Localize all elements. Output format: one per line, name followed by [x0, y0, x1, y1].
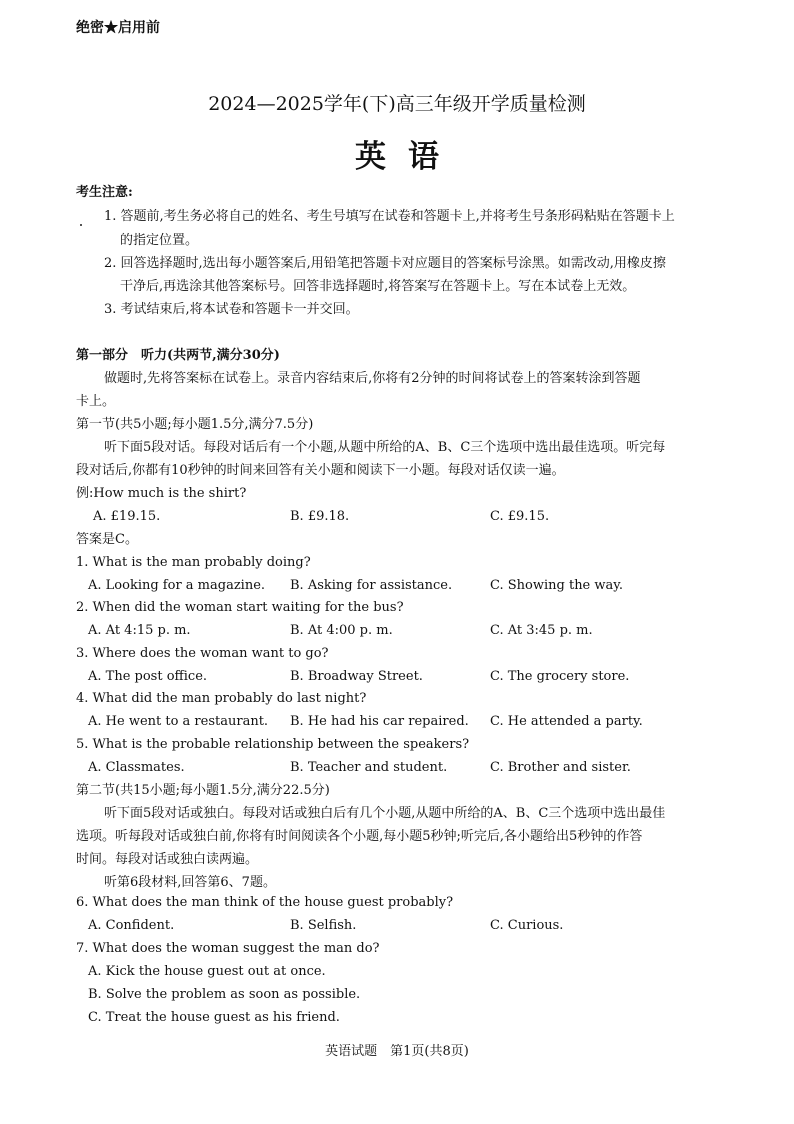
- option-c: C. Treat the house guest as his friend.: [88, 1010, 340, 1025]
- option-b: B. Solve the problem as soon as possible.: [88, 987, 361, 1002]
- notice-item: 1. 答题前,考生务必将自己的姓名、考生号填写在试卷和答题卡上,并将考生号条形码粘贴在答题卡上: [104, 209, 675, 224]
- option-c: C. At 3:45 p. m.: [490, 623, 593, 638]
- example-option-a: A. £19.15.: [93, 509, 161, 524]
- material-instruction: 听第6段材料,回答第6、7题。: [104, 875, 276, 890]
- notice-item: 3. 考试结束后,将本试卷和答题卡一并交回。: [104, 302, 359, 317]
- example-option-b: B. £9.18.: [290, 509, 350, 524]
- section2-intro: 时间。每段对话或独白读两遍。: [76, 852, 259, 867]
- section1-intro: 段对话后,你都有10秒钟的时间来回答有关小题和阅读下一小题。每段对话仅读一遍。: [76, 463, 565, 478]
- question-stem: 4. What did the man probably do last night?: [76, 691, 367, 706]
- option-a: A. Kick the house guest out at once.: [88, 964, 326, 979]
- option-c: C. Curious.: [490, 918, 564, 933]
- exam-title: 2024—2025学年(下)高三年级开学质量检测: [208, 93, 586, 115]
- example-answer: 答案是C。: [76, 532, 138, 547]
- option-a: A. The post office.: [88, 669, 208, 684]
- section2-heading: 第二节(共15小题;每小题1.5分,满分22.5分): [76, 783, 330, 798]
- section2-intro: 选项。听每段对话或独白前,你将有时间阅读各个小题,每小题5秒钟;听完后,各小题给出5秒钟的作答: [76, 829, 643, 844]
- example-question: 例:How much is the shirt?: [76, 486, 247, 501]
- confidential-label: 绝密★启用前: [76, 20, 160, 36]
- notice-heading: 考生注意:: [76, 185, 133, 200]
- option-b: B. He had his car repaired.: [290, 714, 469, 729]
- part1-heading: 第一部分 听力(共两节,满分30分): [76, 348, 280, 363]
- subject-title: 英语: [355, 139, 461, 175]
- notice-item: 的指定位置。: [120, 233, 199, 248]
- example-option-c: C. £9.15.: [490, 509, 550, 524]
- option-b: B. At 4:00 p. m.: [290, 623, 393, 638]
- section1-heading: 第一节(共5小题;每小题1.5分,满分7.5分): [76, 417, 314, 432]
- option-b: B. Selfish.: [290, 918, 357, 933]
- section1-intro: 听下面5段对话。每段对话后有一个小题,从题中所给的A、B、C三个选项中选出最佳选项。听完每: [104, 440, 666, 455]
- option-a: A. Looking for a magazine.: [88, 578, 266, 593]
- question-stem: 1. What is the man probably doing?: [76, 555, 311, 570]
- part1-intro: 做题时,先将答案标在试卷上。录音内容结束后,你将有2分钟的时间将试卷上的答案转涂到答题: [104, 371, 641, 386]
- option-c: C. Showing the way.: [490, 578, 624, 593]
- option-b: B. Teacher and student.: [290, 760, 448, 775]
- question-stem: 2. When did the woman start waiting for the bus?: [76, 600, 404, 615]
- option-b: B. Broadway Street.: [290, 669, 423, 684]
- option-c: C. He attended a party.: [490, 714, 643, 729]
- question-stem: 7. What does the woman suggest the man do?: [76, 941, 380, 956]
- option-a: A. He went to a restaurant.: [88, 714, 269, 729]
- notice-item: 2. 回答选择题时,选出每小题答案后,用铅笔把答题卡对应题目的答案标号涂黑。如需改动,用橡皮擦: [104, 256, 666, 271]
- margin-dot: [80, 224, 82, 226]
- option-a: A. Classmates.: [88, 760, 185, 775]
- notice-item: 干净后,再选涂其他答案标号。回答非选择题时,将答案写在答题卡上。写在本试卷上无效。: [120, 279, 636, 294]
- question-stem: 6. What does the man think of the house guest probably?: [76, 895, 454, 910]
- section2-intro: 听下面5段对话或独白。每段对话或独白后有几个小题,从题中所给的A、B、C三个选项中选出最佳: [104, 806, 666, 821]
- option-b: B. Asking for assistance.: [290, 578, 453, 593]
- part1-intro: 卡上。: [76, 394, 116, 409]
- option-c: C. Brother and sister.: [490, 760, 631, 775]
- option-a: A. At 4:15 p. m.: [88, 623, 191, 638]
- option-a: A. Confident.: [88, 918, 175, 933]
- page-footer: 英语试题 第1页(共8页): [325, 1044, 469, 1059]
- question-stem: 3. Where does the woman want to go?: [76, 646, 329, 661]
- option-c: C. The grocery store.: [490, 669, 630, 684]
- question-stem: 5. What is the probable relationship between the speakers?: [76, 737, 470, 752]
